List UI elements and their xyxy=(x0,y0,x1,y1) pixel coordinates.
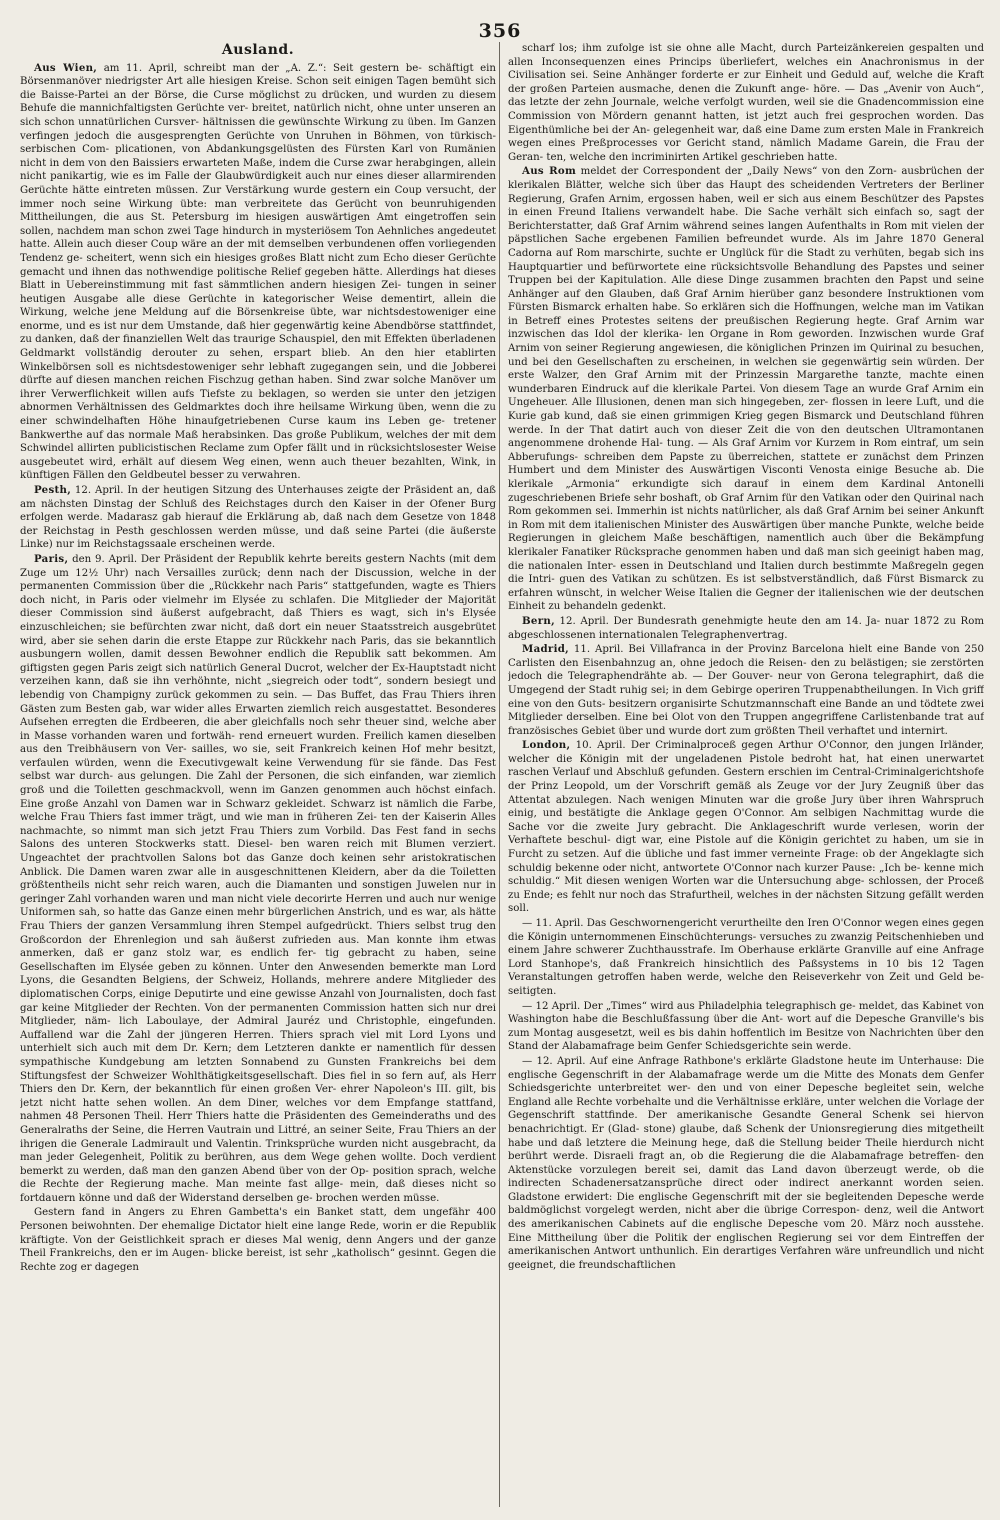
dateline: Madrid, xyxy=(522,643,570,656)
right-article-list xyxy=(508,42,984,1272)
paragraph-text: 10. April. Der Criminalproceß gegen Arthur O'Connor, den jungen Irländer, welcher die Königin mit der ungeladenen Pistole bedroht hat, hat einen unerwartet raschen Verlauf und Abschluß gefunden. Gestern erschien im Central-Criminalgerichtshofe der Prinz Leopold, um der Vorschrift gemäß als Zeuge vor der Jury Zeugniß über das Attentat abzulegen. Nach wenigen Minuten war die große Jury über ihren Wahrspruch einig, und bestätigte die Anklage gegen O'Connor. Am selbigen Nachmittag wurde die Sache vor die zweite Jury gebracht. Die Anklageschrift wurde verlesen, worin der Verhaftete beschul- digt war, eine Pistole auf die Königin gerichtet zu haben, um sie in Furcht zu setzen. Auf die übliche und fast immer verneinte Frage: ob der Angeklagte sich schuldig bekenne oder nicht, antwortete O'Connor nach kurzer Pause: „Ich be- kenne mich schuldig.“ Mit diesen wenigen Worten war die Untersuchung abge- schlossen, der Proceß zu Ende; es fehlt nur noch das Strafurtheil, welches in der nächsten Sitzung gefällt werden soll. xyxy=(508,740,984,915)
paragraph-text: — 12 April. Der „Times“ wird aus Philadelphia telegraphisch ge- meldet, das Kabinet von Washington habe die Beschlußfassung über die Ant- wort auf die Depesche Granville's bis zum Montag ausgesetzt, weil es bis dahin hoffentlich im Besitze von Nachrichten über den Stand der Alabamafrage beim Genfer Schiedsgerichte sein werde. xyxy=(508,1000,984,1053)
article-paragraph xyxy=(508,615,984,642)
column-divider xyxy=(499,42,500,1507)
left-column xyxy=(20,42,496,1512)
dateline: Paris, xyxy=(34,552,69,565)
article-paragraph xyxy=(20,1206,496,1274)
article-paragraph xyxy=(508,42,984,164)
paragraph-text: meldet der Correspondent der „Daily News“ von den Zorn- ausbrüchen der klerikalen Blätter, welche sich über das Haupt des scheidenden Vertreters der Berliner Regierung, Grafen Arnim, ergossen haben, weil er sich aus einem Beschützer des Papstes in einen Freund Italiens verwandelt habe. Die Sache verhält sich einfach so, sagt der Berichterstatter, daß Graf Arnim während seines langen Aufenthalts in Rom mit vielen der päpstlichen Sache ergebenen Familien befreundet wurde. Als im Jahre 1870 General Cadorna auf Rom marschirte, suchte er Unglück für die Stadt zu verhüten, begab sich ins Hauptquartier und befürwortete eine rücksichtsvolle Behandlung des Papstes und seiner Truppen bei der Kapitulation. Alle diese Dinge zusammen brachten den Papst und seine Anhänger auf den Glauben, daß Graf Arnim hierüber ganz besondere Instruktionen vom Fürsten Bismarck erhalten habe. So erklären sich die Hoffnungen, welche man im Vatikan in Betreff eines Protestes seitens der preußischen Regierung hegte. Graf Arnim war inzwischen das Idol der klerika- len Organe in Rom geworden. Inzwischen wurde Graf Arnim von seiner Regierung angewiesen, die königlichen Prinzen im Quirinal zu besuchen, und bei den Gesellschaften zu erscheinen, in welchen sie gegenwärtig sein würden. Der erste Walzer, den Graf Arnim mit der Prinzessin Margarethe tanzte, machte einen wunderbaren Eindruck auf die klerikale Partei. Von diesem Tage an wurde Graf Arnim ein Ungeheuer. Alle Illusionen, denen man sich hingegeben, zer- flossen in leere Luft, und die Kurie gab kund, daß sie einen grimmigen Krieg gegen Bismarck und Deutschland führen werde. In der That datirt auch von dieser Zeit die von den deutschen Ultramontanen angenommene drohende Hal- tung. — Als Graf Arnim vor Kurzem in Rom eintraf, um sein Abberufungs- schreiben dem Papste zu überreichen, stattete er zunächst dem Prinzen Humbert und dem Minister des Auswärtigen Visconti Venosta einige Besuche ab. Die klerikale „Armonia“ erkundigte sich darauf in einem dem Kardinal Antonelli zugeschriebenen Briefe sehr boshaft, ob Graf Arnim für den Vatikan oder den Quirinal nach Rom gekommen sei. Immerhin ist nichts natürlicher, als daß Graf Arnim bei seiner Ankunft in Rom mit dem italienischen Minister des Auswärtigen über manche Punkte, welche beide Regierungen in gleichem Maße beschäftigen, namentlich auch über die Bekämpfung klerikaler Fanatiker Rücksprache genommen haben und daß man sich geeinigt haben mag, die nationalen Inter- essen in Deutschland und Italien durch bestimmte Maßregeln gegen die Intri- guen des Vatikan zu schützen. Es ist selbstverständlich, daß Fürst Bismarck zu erfahren wünscht, in welcher Weise Italien die Gegner der italienischen wie der deutschen Einheit zu behandeln gedenkt. xyxy=(508,166,984,613)
article-paragraph xyxy=(20,62,496,483)
left-article-list xyxy=(20,62,496,1275)
dateline: Pesth, xyxy=(34,484,72,496)
article-paragraph xyxy=(508,1055,984,1273)
dateline: Aus Wien, xyxy=(34,61,98,74)
paragraph-text: den 9. April. Der Präsident der Republik kehrte bereits gestern Nachts (mit dem Zuge um 12½ Uhr) nach Versailles zurück; denn nach der Discussion, welche in der permanenten Commission über die „Rückkehr nach Paris“ stattgefunden, wagte es Thiers doch nicht, in Paris oder vielmehr im Elysée zu schlafen. Die Mitglieder der Majorität dieser Commission sind äußerst aufgebracht, daß Thiers es wagt, sich in's Elysée einzuschleichen; sie befürchten zwar nicht, daß dort ein neuer Staatsstreich ausgebrütet wird, aber sie sehen darin die erste Etappe zur Rückkehr nach Paris, das sie bekanntlich ausbungern wollen, damit dessen Bewohner endlich die Republik satt bekommen. Am giftigsten gegen Paris zeigt sich natürlich General Ducrot, welcher der Ex-Hauptstadt nicht verzeihen kann, daß sie ihn verhöhnte, nicht „siegreich oder todt“, sondern besiegt und lebendig von Champigny zurück gekommen zu sein. — Das Buffet, das Frau Thiers ihren Gästen zum Besten gab, war wider alles Erwarten ziemlich reich ausgestattet. Besonderes Aufsehen erregten die Erdbeeren, die aber gleichfalls noch sehr theuer sind, welche aber in Masse vorhanden waren und fortwäh- rend erneuert wurden. Freilich kamen dieselben aus den Treibhäusern von Ver- sailles, wo sie, seit Frankreich keinen Hof mehr besitzt, verfaulen würden, wenn die Executivgewalt keine Verwendung für sie fände. Das Fest selbst war durch- aus gelungen. Die Zahl der Personen, die sich einfanden, war ziemlich groß und die Toiletten geschmackvoll, wenn im Ganzen genommen auch höchst einfach. Eine große Anzahl von Damen war in Schwarz gekleidet. Schwarz ist nämlich die Farbe, welche Frau Thiers fast immer trägt, und wie man in früheren Zei- ten der Kaiserin Alles nachmachte, so nimmt man sich jetzt Frau Thiers zum Vorbild. Das Fest fand in sechs Salons des unteren Stockwerks statt. Diesel- ben waren reich mit Blumen verziert. Ungeachtet der prachtvollen Salons bot das Ganze doch keinen sehr aristokratischen Anblick. Die Damen waren zwar alle in ausgeschnittenen Kleidern, aber da die Toiletten größtentheils nicht sehr reich waren, auch die Diamanten und sonstigen Juwelen nur in geringer Zahl vorhanden waren und man nicht viele decorirte Herren und auch nur wenige Uniformen sah, so hatte das Ganze einen mehr bürgerlichen Anstrich, und es war, als hätte Frau Thiers der ganzen Versammlung ihren Stempel aufgedrückt. Thiers selbst trug den Großcordon der Ehrenlegion und sah äußerst zufrieden aus. Man konnte ihm etwas anmerken, daß er ganz stolz war, es endlich fer- tig gebracht zu haben, seine Gesellschaften im Elysée geben zu können. Unter den Anwesenden bemerkte man Lord Lyons, die Gesandten Belgiens, der Schweiz, Hollands, mehrere andere Mitglieder des diplomatischen Corps, einige Deputirte und eine gewisse Anzahl von Journalisten, doch fast gar keine Mitglieder der Rechten. Von der permanenten Commission hatten sich nur drei Mitglieder, näm- lich Laboulaye, der Admiral Jauréz und Christophle, eingefunden. Auffallend war die Zahl der jüngeren Herren. Thiers sprach viel mit Lord Lyons und unterhielt sich auch mit dem Dr. Kern; dem Letzteren dankte er namentlich für dessen sympathische Kundgebung am letzten Sonnabend zu Gunsten Frankreichs bei dem Stiftungsfest der Schweizer Wohlthätigkeitsgesellschaft. Dies fiel in so fern auf, als Herr Thiers den Dr. Kern, der bekanntlich für einen großen Ver- ehrer Napoleon's III. gilt, bis jetzt nicht hatte sehen wollen. An dem Diner, welches vor dem Empfange stattfand, nahmen 48 Personen Theil. Herr Thiers hatte die Präsidenten des Gemeinderaths und des Generalraths der Seine, die Herren Vautrain und Littré, an seiner Seite, Frau Thiers an der ihrigen die Generale Ladmirault und Valentin. Trinksprüche wurden nicht ausgebracht, da man jeder Gelegenheit, Politik zu berühren, aus dem Wege gehen wollte. Doch verdient bemerkt zu werden, daß man den ganzen Abend über von der Op- position sprach, welche die Rechte der Regierung mache. Man meinte fast allge- mein, daß dieses nicht so fortdauern könne und daß der Widerstand derselben ge- brochen werden müsse. xyxy=(20,553,496,1204)
dateline: London, xyxy=(522,739,571,752)
article-paragraph xyxy=(508,165,984,614)
paragraph-text: 11. April. Bei Villafranca in der Provinz Barcelona hielt eine Bande von 250 Carlisten den Eisenbahnzug an, ohne jedoch die Reisen- den zu belästigen; sie zerstörten jedoch die Telegraphendrähte ab. — Der Gouver- neur von Gerona telegraphirt, daß die Umgegend der Stadt ruhig sei; in dem Gebirge operiren Truppenabtheilungen. In Vich griff eine von den Guts- besitzern organisirte Schutzmannschaft eine Bande an und tödtete zwei Mitglieder derselben. Eine bei Olot von den Truppen angegriffene Carlistenbande trat auf französisches Gebiet über und wurde dort zum größten Theil verhaftet und internirt. xyxy=(508,644,984,737)
article-paragraph xyxy=(508,1000,984,1054)
article-paragraph xyxy=(508,643,984,738)
page-number: 356 xyxy=(478,20,522,42)
paragraph-text: Gestern fand in Angers zu Ehren Gambetta's ein Banket statt, dem ungefähr 400 Personen beiwohnten. Der ehemalige Dictator hielt eine lange Rede, worin er die Republik kräftigte. Von der Geistlichkeit sprach er dieses Mal wenig, denn Angers und der ganze Theil Frankreichs, den er im Augen- blicke bereist, ist sehr „katholisch“ gesinnt. Gegen die Rechte zog er dagegen xyxy=(20,1207,496,1273)
paragraph-text: scharf los; ihm zufolge ist sie ohne alle Macht, durch Parteizänkereien gespalten und allen Inconsequenzen eines Princips überliefert, welches ein Anachronismus in der Civilisation sei. Seine Anhänger forderte er zur Einheit und Geduld auf, welche die Kraft der großen Parteien ausmache, denen die Zukunft ange- höre. — Das „Avenir von Auch“, das letzte der zehn Journale, welche verfolgt wurden, weil sie die Gnadencommission eine Commission von Mördern genannt hatten, ist jetzt auch frei gesprochen worden. Das Eigenthümliche bei der An- gelegenheit war, daß eine Dame zum ersten Male in Frankreich wegen eines Preßprocesses vor Gericht stand, nämlich Madame Garein, die Frau der Geran- ten, welche den incriminirten Artikel geschrieben hatte. xyxy=(508,43,984,163)
paragraph-text: — 11. April. Das Geschwornengericht verurtheilte den Iren O'Connor wegen eines gegen die Königin unternommenen Einschüchterungs- versuches zu zwanzig Peitschenhieben und einem Jahre schwerer Zuchthausstrafe. Im Oberhause erklärte Granville auf eine Anfrage Lord Stanhope's, daß Frankreich hinsichtlich des Paßsystems in 10 bis 12 Tagen Veranstaltungen getroffen haben werde, welche den Reiseverkehr von Zeit und Geld be- seitigten. xyxy=(508,918,984,997)
article-paragraph xyxy=(508,917,984,999)
right-column xyxy=(508,42,984,1512)
article-paragraph xyxy=(508,739,984,916)
article-paragraph xyxy=(20,484,496,552)
paragraph-text: 12. April. Der Bundesrath genehmigte heute den am 14. Ja- nuar 1872 zu Rom abgeschlossenen internationalen Telegraphenvertrag. xyxy=(508,615,984,641)
dateline: Bern, xyxy=(522,614,555,627)
article-paragraph xyxy=(20,553,496,1206)
paragraph-text: 12. April. In der heutigen Sitzung des Unterhauses zeigte der Präsident an, daß am nächsten Dinstag der Schluß des Reichstages durch den Kaiser in der Ofener Burg erfolgen werde. Madarasz gab hierauf die Erklärung ab, daß nach dem Gesetze von 1848 der Reichstag in Pesth geschlossen werden müsse, und daß seine Partei (die äußerste Linke) nur im Reichstagssaale erscheinen werde. xyxy=(20,485,496,551)
dateline: Aus Rom xyxy=(522,165,577,178)
paragraph-text: — 12. April. Auf eine Anfrage Rathbone's erklärte Gladstone heute im Unterhause: Die englische Gegenschrift in der Alabamafrage werde um die Mitte des Monats dem Genfer Schiedsgerichte unterbreitet wer- den und von einer Depesche begleitet sein, welche England alle Rechte vorbehalte und die Verhältnisse erkläre, unter welchen die Vorlage der Gegenschrift stattfinde. Der amerikanische Gesandte General Schenk sei hiervon benachrichtigt. Er (Glad- stone) glaube, daß Schenk der Unionsregierung dies mitgetheilt habe und daß letztere die Meinung hege, daß die Stellung beider Theile hierdurch nicht berührt werde. Disraeli fragt an, ob die Regierung die die Alabamafrage betreffen- den Aktenstücke vorzulegen bereit sei, damit das Land davon überzeugt werde, ob die indirecten Schadenersatzansprüche direct oder indirect anerkannt worden seien. Gladstone erwidert: Die englische Gegenschrift mit der sie begleitenden Depesche werde baldmöglichst vorgelegt werden, nicht aber die übrige Correspon- denz, weil die Antwort des amerikanischen Cabinets auf die englische Depesche vom 20. März noch ausstehe. Eine Mittheilung über die Politik der englischen Regierung sei vor dem Eintreffen der amerikanischen Antwort unthunlich. Ein derartiges Verfahren wäre unfreundlich und nicht geeignet, die freundschaftlichen xyxy=(508,1055,984,1271)
paragraph-text: am 11. April, schreibt man der „A. Z.“: Seit gestern be- schäftigt ein Börsenmanöver niedrigster Art alle hiesigen Kreise. Schon seit einigen Tagen bemüht sich die Baisse-Partei an der Börse, die Curse möglichst zu drücken, und wurden zu diesem Behufe die mannichfaltigsten Gerüchte ver- breitet, natürlich nicht, ohne unter unseren an sich schon unnatürlichen Cursver- hältnissen die gewünschte Wirkung zu üben. Im Ganzen verfingen jedoch die ausgesprengten Gerüchte von Unruhen in Böhmen, von türkisch-serbischen Com- plicationen, von Abdankungsgelüsten des Fürsten Karl von Rumänien nicht in dem von den Baissiers erwarteten Maße, indem die Curse zwar herabgingen, allein nicht panikartig, wie es im Falle der Glaubwürdigkeit auch nur eines dieser allarmirenden Gerüchte hätte eintreten müssen. Zur Verstärkung wurde gestern ein Coup versucht, der immer noch seine Wirkung übte: man verbreitete das Gerücht von beunruhigenden Mittheilungen, die aus St. Petersburg im hiesigen auswärtigen Amt eingetroffen sein sollen, nachdem man schon zwei Tage hindurch in mysteriösem Ton Aehnliches angedeutet hatte. Allein auch dieser Coup wäre an der mit demselben verbundenen offen vorliegenden Tendenz ge- scheitert, wenn sich ein hiesiges großes Blatt nicht zum Echo dieser Gerüchte gemacht und ihnen das nothwendige politische Relief gegeben hätte. Allerdings hat dieses Blatt in Uebereinstimmung mit fast sämmtlichen andern hiesigen Zei- tungen in seiner heutigen Ausgabe alle diese Gerüchte in kategorischer Weise dementirt, allein die Wirkung, welche jene Meldung auf die Börsenkreise übte, war nichtsdestoweniger eine enorme, und es ist nur dem Umstande, daß hier gegenwärtig keine Abendbörse stattfindet, zu danken, daß der finanziellen Welt das traurige Schauspiel, den mit Effekten überladenen Geldmarkt vollständig derouter zu sehen, erspart blieb. An den hier etablirten Winkelbörsen soll es nichtsdestoweniger sehr lebhaft zugegangen sein, und die Jobberei dürfte auf diesen manchen reichen Fischzug gethan haben. Sind zwar solche Manöver um ihrer Verwerflichkeit willen aufs Tiefste zu beklagen, so werden sie unter den jetzigen abnormen Verhältnissen des Geldmarktes doch ihre heilsame Wirkung üben, wenn die zu einer schwindelhaften Höhe hinaufgetriebenen Curse kaum ins Leben ge- tretener Bankwerthe auf das normale Maß herabsinken. Das große Publikum, welches der mit dem Schwindel allirten publicistischen Reclame zum Opfer fällt und in rücksichtslosester Weise ausgebeutet wird, erhält auf diesem Weg einen, wenn auch theuer bezahlten, Wink, in künftigen Fällen den Geldbeutel besser zu verwahren. xyxy=(20,62,496,482)
section-title: Ausland. xyxy=(221,42,295,58)
